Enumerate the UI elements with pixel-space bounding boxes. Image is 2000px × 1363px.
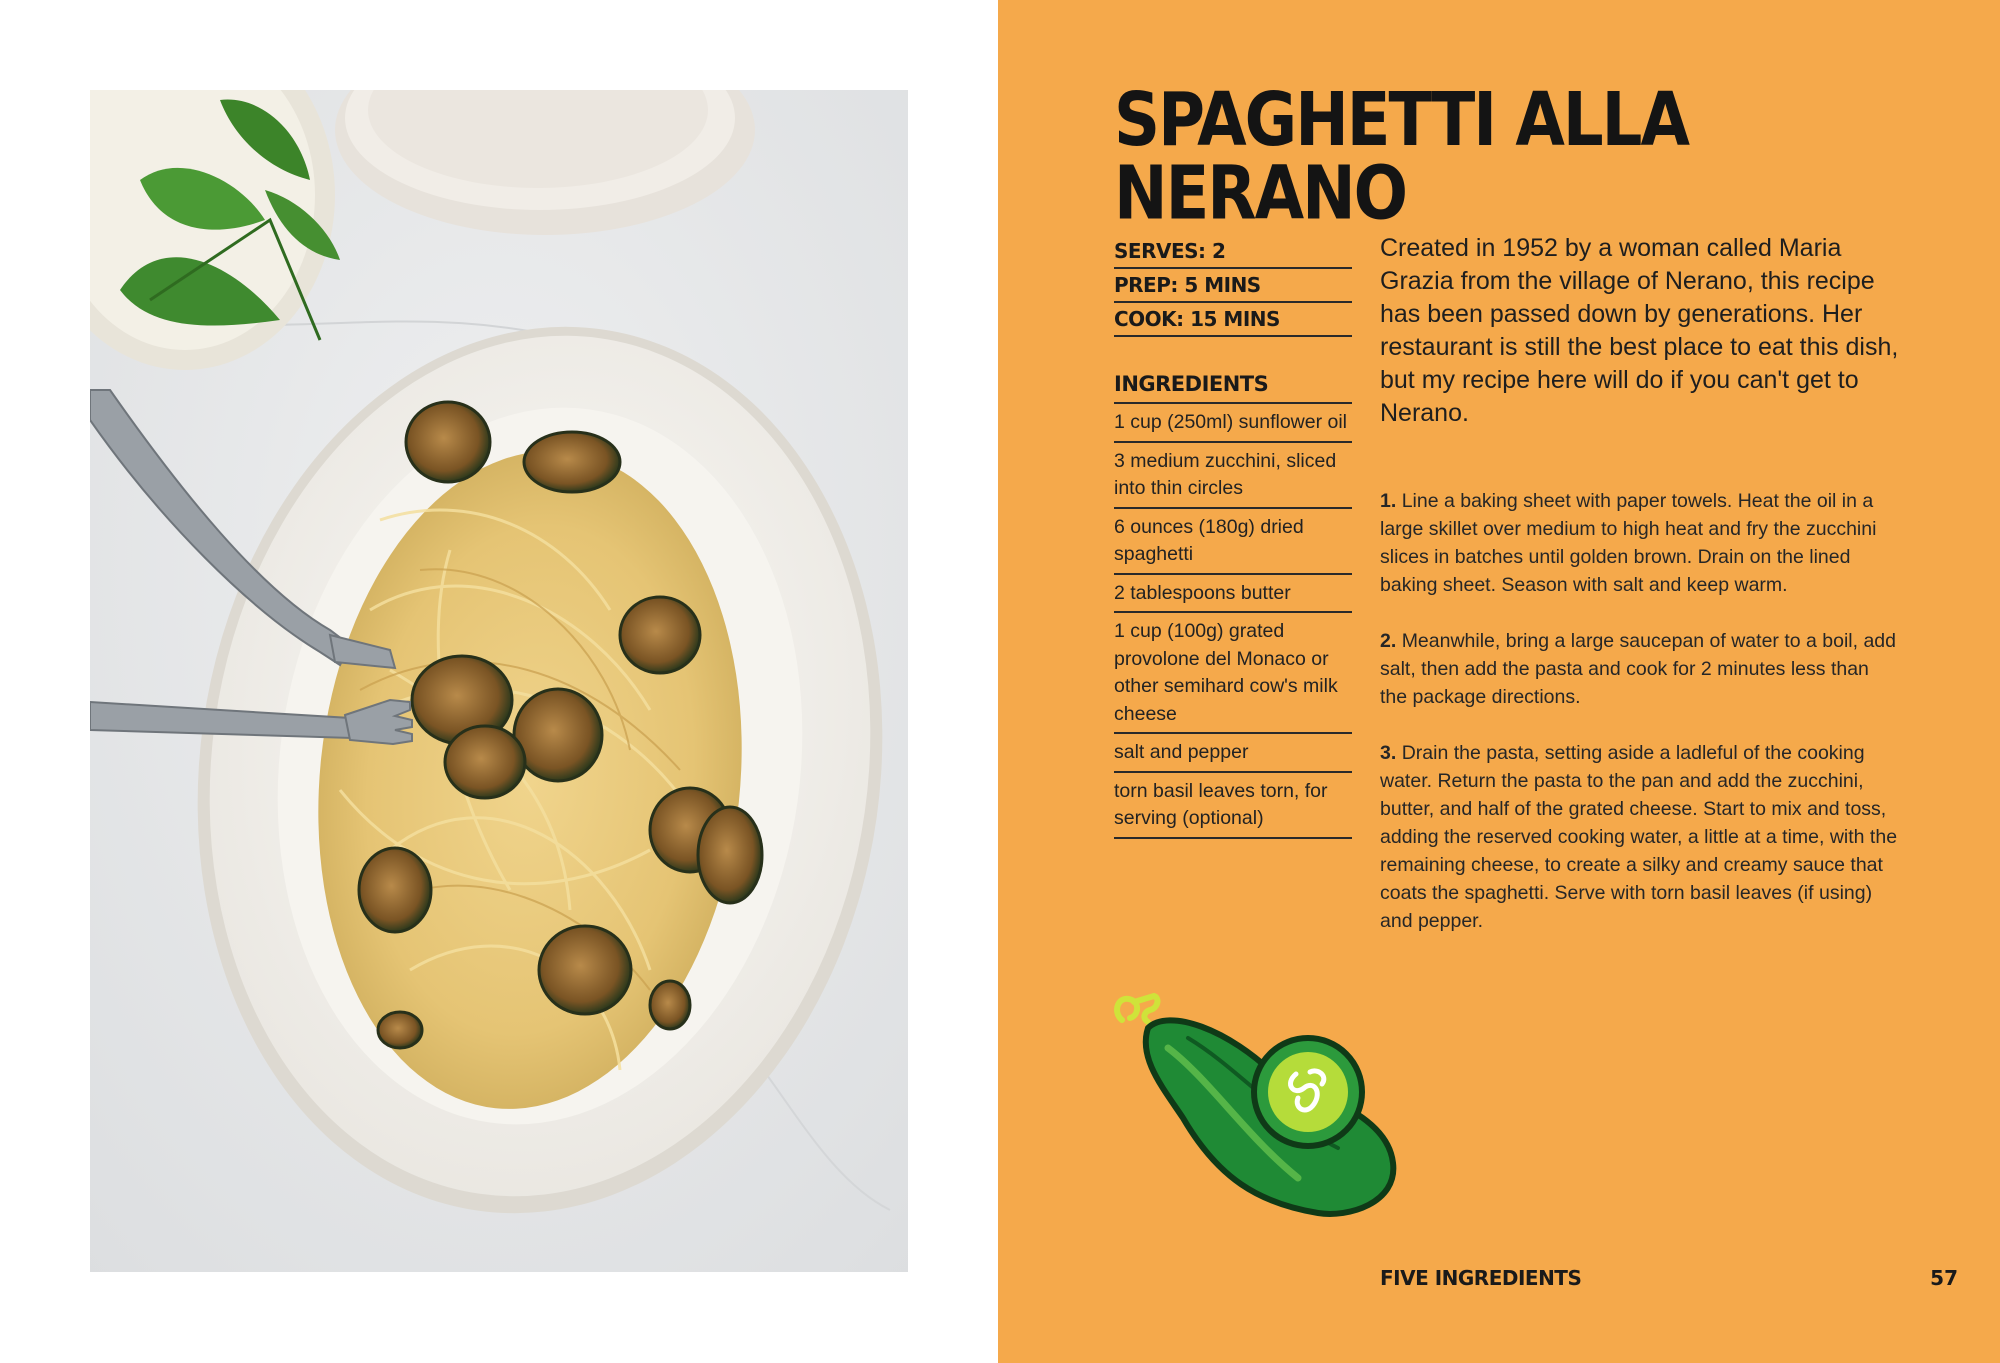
step-number: 3.: [1380, 742, 1397, 764]
ingredients-heading: INGREDIENTS: [1114, 372, 1269, 396]
footer-section-title: FIVE INGREDIENTS: [1380, 1266, 1582, 1290]
ingredients-list: [1114, 402, 1352, 839]
step-text: Drain the pasta, setting aside a ladleful of the cooking water. Return the pasta to the pan and add the zucchini, butter, and half of the grated cheese. Start to mix and toss, adding the reserved cooking water, a little at a time, with the remaining cheese, to create a silky and creamy sauce that coats the spaghetti. Serve with torn basil leaves (if using) and pepper.: [1380, 742, 1898, 932]
ingredient-item: torn basil leaves torn, for serving (optional): [1114, 773, 1352, 839]
ingredient-item: 3 medium zucchini, sliced into thin circles: [1114, 443, 1352, 509]
method-step: [1380, 627, 1900, 711]
method-step: [1380, 487, 1900, 599]
prep-time-label: PREP: 5 MINS: [1114, 269, 1352, 303]
ingredient-item: 2 tablespoons butter: [1114, 575, 1352, 614]
cook-time-label: COOK: 15 MINS: [1114, 303, 1352, 337]
recipe-title: SPAGHETTI ALLA NERANO: [1114, 78, 1688, 237]
left-page: [0, 0, 998, 1363]
step-number: 1.: [1380, 490, 1397, 512]
step-number: 2.: [1380, 630, 1397, 652]
step-text: Line a baking sheet with paper towels. Heat the oil in a large skillet over medium to high heat and fry the zucchini slices in batches until golden brown. Drain on the lined baking sheet. Season with salt and keep warm.: [1380, 490, 1877, 596]
serves-label: SERVES: 2: [1114, 235, 1352, 269]
right-page: [998, 0, 2000, 1363]
method-step: [1380, 739, 1900, 935]
zucchini-illustration: [1108, 988, 1408, 1233]
method-steps: [1380, 487, 1900, 963]
ingredient-item: 1 cup (250ml) sunflower oil: [1114, 404, 1352, 443]
recipe-intro: Created in 1952 by a woman called Maria Grazia from the village of Nerano, this recipe has been passed down by generations. Her restaurant is still the best place to eat this dish, but my recipe here will do if you can't get to Nerano.: [1380, 234, 1899, 427]
ingredient-item: salt and pepper: [1114, 734, 1352, 773]
page-number: 57: [1930, 1266, 1958, 1290]
spaghetti-dish-photo: [90, 90, 908, 1272]
ingredient-item: 1 cup (100g) grated provolone del Monaco or other semihard cow's milk cheese: [1114, 613, 1352, 734]
step-text: Meanwhile, bring a large saucepan of water to a boil, add salt, then add the pasta and cook for 2 minutes less than the package directions.: [1380, 630, 1896, 708]
ingredient-item: 6 ounces (180g) dried spaghetti: [1114, 509, 1352, 575]
recipe-meta: [1114, 235, 1352, 337]
